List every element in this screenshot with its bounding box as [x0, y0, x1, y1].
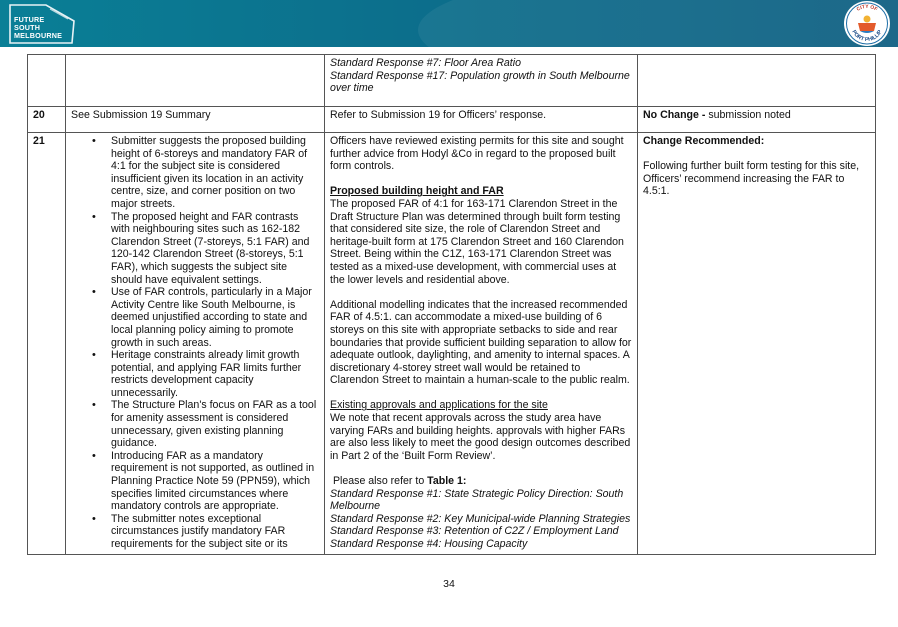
response-intro: Officers have reviewed existing permits for this site and sought further advice from Hodyl &Co in regard to the proposed built form controls. [330, 135, 624, 173]
cell-summary [66, 55, 325, 107]
logo-word-3: MELBOURNE [14, 31, 63, 40]
recommendation-status: Change Recommended: [643, 135, 765, 147]
city-of-port-phillip-logo [844, 1, 890, 46]
logo-word-1: FUTURE [14, 15, 45, 24]
logo-word-2: SOUTH [14, 23, 41, 32]
submissions-table [27, 54, 876, 555]
recommendation-note: Following further built form testing for this site, Officers’ recommend increasing the FAR to 4.5:1. [643, 160, 860, 198]
banner-wave-decoration [418, 0, 898, 47]
future-south-melbourne-logo [6, 3, 76, 45]
standard-response-line: Standard Response #3: Retention of C2Z / Employment Land [330, 525, 619, 538]
port-phillip-seal-icon [844, 1, 890, 46]
submission-number: 20 [28, 107, 66, 133]
table-row-21 [28, 133, 876, 555]
standard-response-line: Standard Response #17: Population growth in South Melbourne over time [330, 69, 630, 95]
response-refer [330, 475, 632, 488]
submission-summary: See Submission 19 Summary [66, 107, 325, 133]
cell-recommendation [638, 55, 876, 107]
response-paragraph: We note that recent approvals across the study area have varying FARs and building heights. approvals with higher FARs are also less likely to meet the good design outcomes described in Part 2 of the ‘Built Form Review’. [330, 412, 631, 462]
svg-text:PORT PHILLIP: PORT PHILLIP [850, 29, 884, 44]
response-heading: Existing approvals and applications for the site [330, 399, 548, 412]
recommendation [638, 133, 876, 555]
page-number: 34 [443, 578, 455, 590]
summary-point: • Introducing FAR as a mandatory requirement is not supported, as outlined in Planning Practice Note 59 (PPN59), which specifies limited circumstances where mandatory controls are appropriate. [71, 450, 319, 513]
recommendation [638, 107, 876, 133]
cell-response [325, 55, 638, 107]
response-heading: Proposed building height and FAR [330, 185, 504, 198]
response-paragraph: Additional modelling indicates that the increased recommended FAR of 4.5:1. can accommodate a mixed-use building of 6 storeys on this site with appropriate setbacks to side and rear boundaries that provide sufficient building separation to allow for adequate outlook, daylighting, and amenity to internal spaces. A discretionary 4-storey street wall would be retained to Clarendon Street to maintain a human-scale to the public realm. [330, 298, 632, 387]
standard-response-line: Standard Response #7: Floor Area Ratio [330, 57, 521, 69]
officer-response: Refer to Submission 19 for Officers’ response. [325, 107, 638, 133]
header-banner [0, 0, 898, 47]
officer-response [325, 133, 638, 555]
recommendation-status: No Change - [643, 109, 706, 121]
summary-point: • Submitter suggests the proposed building height of 6-storeys and mandatory FAR of 4:1 for the subject site is considered insufficient given its location in an activity centre, size, and corner position on two major streets. [71, 135, 319, 211]
summary-point: • The Structure Plan's focus on FAR as a tool for amenity assessment is considered unnecessary, given existing planning guidance. [71, 399, 319, 449]
summary-point: • Heritage constraints already limit growth potential, and applying FAR limits further restricts development capacity unnecessarily. [71, 349, 319, 399]
table-row-20 [28, 107, 876, 133]
cell-number [28, 55, 66, 107]
summary-bullet-list [71, 135, 319, 551]
standard-response-line: Standard Response #2: Key Municipal-wide Planning Strategies [330, 512, 631, 525]
summary-point: • The submitter notes exceptional circumstances justify mandatory FAR requirements for the subject site or its [71, 513, 319, 551]
summary-point: • The proposed height and FAR contrasts with neighbouring sites such as 162-182 Clarendon Street (7-storeys, 5:1 FAR) and 120-142 Clarendon Street (8-storeys, 5:1 FAR), which suggests the subject site should have equivalent settings. [71, 211, 319, 287]
refer-table: Table 1: [427, 475, 467, 488]
recommendation-note: submission noted [705, 109, 791, 121]
svg-text:CITY OF: CITY OF [855, 3, 879, 13]
refer-text: Please also refer to [330, 475, 428, 488]
standard-response-line: Standard Response #4: Housing Capacity [330, 538, 528, 550]
standard-response-line: Standard Response #1: State Strategic Policy Direction: South Melbourne [330, 487, 624, 513]
response-paragraph: The proposed FAR of 4:1 for 163-171 Clarendon Street in the Draft Structure Plan was determined through built form testing that considered site size, the role of Clarendon Street and heritage-built form at 175 Clarendon Street and 160 Clarendon Street. Being within the C1Z, 163-171 Clarendon Street was tested as a mixed-use development, with commercial uses at the lower levels and residential above. [330, 197, 624, 286]
table-row-continued [28, 55, 876, 107]
summary-point: • Use of FAR controls, particularly in a Major Activity Centre like South Melbourne, is deemed unjustified according to state and local planning policy aiming to promote growth in such areas. [71, 286, 319, 349]
submission-number: 21 [28, 133, 66, 555]
submission-summary [66, 133, 325, 555]
